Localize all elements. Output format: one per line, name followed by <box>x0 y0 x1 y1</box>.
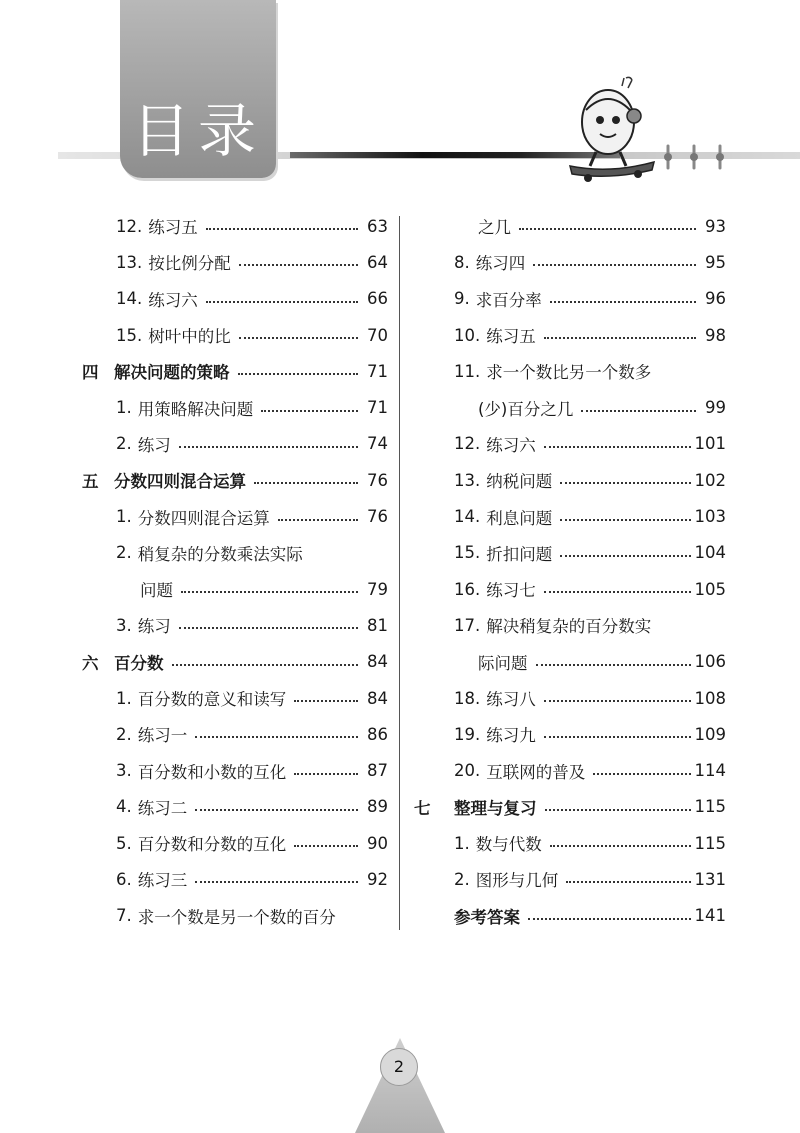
toc-entry-page: 101 <box>694 434 726 454</box>
toc-right-column <box>414 208 726 934</box>
toc-entry <box>82 898 388 934</box>
toc-entry-title: 练习四 <box>475 254 526 274</box>
toc-entry-number: 14. <box>116 289 143 309</box>
toc-entry-number: 6. <box>116 869 132 889</box>
page-number: 2 <box>380 1048 418 1086</box>
toc-dot-leader <box>544 446 691 448</box>
toc-entry <box>414 716 726 752</box>
toc-entry-page: 93 <box>705 216 726 236</box>
toc-entry-page: 71 <box>367 361 388 381</box>
toc-dot-leader <box>544 591 691 593</box>
toc-entry <box>414 462 726 498</box>
toc-entry-page: 98 <box>705 325 726 345</box>
toc-entry-number: 16. <box>454 579 481 599</box>
toc-entry-number: 14. <box>454 507 481 527</box>
toc-entry <box>82 208 388 244</box>
toc-dot-leader <box>519 228 696 230</box>
toc-entry-title: 纳税问题 <box>486 472 553 492</box>
toc-entry-page: 99 <box>705 398 726 418</box>
toc-entry-page: 105 <box>694 579 726 599</box>
toc-entry-title: 数与代数 <box>475 835 542 855</box>
toc-entry <box>82 462 388 498</box>
toc-entry <box>414 389 726 425</box>
toc-entry <box>414 498 726 534</box>
toc-entry-number: 七 <box>414 798 431 818</box>
toc-entry-number: 18. <box>454 688 481 708</box>
toc-entry-page: 84 <box>367 652 388 672</box>
toc-entry-number: 1. <box>116 398 132 418</box>
toc-dot-leader <box>566 881 690 883</box>
toc-entry-page: 115 <box>694 833 726 853</box>
toc-entry-number: 9. <box>454 289 470 309</box>
toc-entry-page: 70 <box>367 325 388 345</box>
toc-entry-number: 13. <box>454 470 481 490</box>
toc-entry-title: 树叶中的比 <box>148 327 231 347</box>
toc-entry-number: 5. <box>116 833 132 853</box>
toc-entry-title: 参考答案 <box>454 907 520 927</box>
skateboard-mascot-icon <box>560 74 660 184</box>
toc-dot-leader <box>172 664 359 666</box>
toc-dot-leader <box>278 519 358 521</box>
toc-entry <box>414 244 726 280</box>
toc-entry-title: 互联网的普及 <box>486 762 586 782</box>
toc-entry <box>82 317 388 353</box>
toc-entry <box>82 752 388 788</box>
toc-dot-leader <box>239 264 358 266</box>
toc-entry-number: 1. <box>116 688 132 708</box>
toc-entry <box>82 426 388 462</box>
toc-entry-page: 84 <box>367 688 388 708</box>
toc-entry-title: 求百分率 <box>475 290 542 310</box>
toc-entry-title: 百分数和分数的互化 <box>137 835 287 855</box>
toc-entry-title: 按比例分配 <box>148 254 231 274</box>
toc-entry <box>414 353 726 389</box>
toc-entry-page: 81 <box>367 615 388 635</box>
toc-entry-number: 3. <box>116 761 132 781</box>
toc-entry <box>82 535 388 571</box>
toc-entry-number: 3. <box>116 615 132 635</box>
toc-entry-title: 解决稍复杂的百分数实 <box>486 617 652 637</box>
toc-entry-page: 87 <box>367 761 388 781</box>
toc-dot-leader <box>533 264 696 266</box>
toc-entry <box>82 498 388 534</box>
decorative-ticks-icon <box>660 142 740 172</box>
toc-entry-page: 64 <box>367 252 388 272</box>
toc-dot-leader <box>261 410 358 412</box>
toc-entry-number: 12. <box>116 216 143 236</box>
toc-entry-page: 96 <box>705 289 726 309</box>
toc-entry-number: 2. <box>454 869 470 889</box>
toc-entry-page: 103 <box>694 507 726 527</box>
toc-entry-page: 109 <box>694 724 726 744</box>
toc-entry-number: 五 <box>82 472 99 492</box>
toc-entry <box>82 716 388 752</box>
toc-entry <box>414 281 726 317</box>
toc-dot-leader <box>179 627 358 629</box>
toc-entry-number: 四 <box>82 363 99 383</box>
toc-entry-page: 71 <box>367 398 388 418</box>
toc-entry-number: 2. <box>116 434 132 454</box>
toc-entry-title: 图形与几何 <box>475 871 559 891</box>
toc-entry-title: 练习七 <box>486 581 536 601</box>
toc-entry <box>82 607 388 643</box>
toc-entry-title: 之几 <box>478 218 511 238</box>
toc-dot-leader <box>206 228 358 230</box>
toc-entry-title: 练习八 <box>486 690 536 709</box>
toc-entry-number: 10. <box>454 325 481 345</box>
toc-entry <box>82 281 388 317</box>
toc-entry <box>82 353 388 389</box>
toc-entry <box>414 535 726 571</box>
toc-entry-page: 104 <box>694 543 726 563</box>
toc-entry-page: 74 <box>367 434 388 454</box>
toc-entry <box>82 789 388 825</box>
toc-entry-title: 分数四则混合运算 <box>114 472 246 492</box>
toc-entry <box>414 607 726 643</box>
toc-entry-title: 求一个数比另一个数多 <box>486 363 652 383</box>
toc-entry <box>414 752 726 788</box>
column-divider <box>399 216 400 930</box>
toc-entry-number: 1. <box>116 507 132 527</box>
toc-entry-title: 整理与复习 <box>454 798 537 818</box>
toc-entry-page: 89 <box>367 797 388 817</box>
toc-entry-page: 106 <box>694 652 726 672</box>
toc-entry-number: 15. <box>454 543 481 563</box>
toc-entry <box>82 244 388 280</box>
toc-entry <box>82 861 388 897</box>
toc-entry-page: 66 <box>367 289 388 309</box>
toc-dot-leader <box>550 301 696 303</box>
toc-entry-title: 练习 <box>137 617 171 637</box>
toc-entry <box>414 317 726 353</box>
toc-entry-page: 115 <box>694 797 726 817</box>
toc-entry-page: 114 <box>694 761 726 781</box>
toc-entry <box>414 426 726 462</box>
page-footer <box>0 1030 800 1133</box>
toc-dot-leader <box>545 809 691 811</box>
toc-entry-number: 11. <box>454 361 481 381</box>
toc-entry-page: 102 <box>694 470 726 490</box>
toc-dot-leader <box>195 809 358 811</box>
toc-entry-number: 2. <box>116 724 132 744</box>
toc-dot-leader <box>544 700 691 702</box>
toc-dot-leader <box>238 373 359 375</box>
toc-entry-title: 练习五 <box>148 218 198 238</box>
toc-dot-leader <box>206 301 358 303</box>
toc-entry-title: 折扣问题 <box>486 544 553 564</box>
toc-entry <box>414 644 726 680</box>
toc-entry-title: 练习 <box>137 435 171 455</box>
toc-entry-title: 分数四则混合运算 <box>137 508 270 528</box>
toc-dot-leader <box>528 918 691 920</box>
toc-entry <box>414 898 726 934</box>
toc-dot-leader <box>560 519 690 521</box>
toc-dot-leader <box>239 337 358 339</box>
toc-entry <box>414 680 726 716</box>
toc-dot-leader <box>195 881 358 883</box>
toc-entry <box>414 789 726 825</box>
toc-entry-number: 12. <box>454 434 481 454</box>
toc-entry-page: 86 <box>367 724 388 744</box>
toc-entry <box>414 861 726 897</box>
toc-dot-leader <box>560 555 690 557</box>
toc-entry-number: 4. <box>116 797 132 817</box>
toc-entry-number: 15. <box>116 325 143 345</box>
toc-entry-page: 92 <box>367 869 388 889</box>
toc-dot-leader <box>581 410 696 412</box>
toc-dot-leader <box>536 664 691 666</box>
toc-entry-number: 7. <box>116 906 132 926</box>
toc-entry-number: 13. <box>116 252 143 272</box>
toc-dot-leader <box>560 482 690 484</box>
toc-entry <box>82 644 388 680</box>
toc-entry-title: 练习九 <box>486 726 536 746</box>
toc-dot-leader <box>195 736 358 738</box>
toc-entry-title: 稍复杂的分数乘法实际 <box>137 544 303 564</box>
toc-entry-number: 六 <box>82 653 99 673</box>
toc-entry-number: 2. <box>116 543 132 563</box>
toc-dot-leader <box>593 773 690 775</box>
toc-entry-page: 95 <box>705 252 726 272</box>
toc-entry-number: 1. <box>454 833 470 853</box>
toc-dot-leader <box>181 591 358 593</box>
toc-dot-leader <box>544 736 691 738</box>
toc-entry-page: 76 <box>367 470 388 490</box>
toc-entry-number: 8. <box>454 252 470 272</box>
toc-entry <box>414 571 726 607</box>
toc-entry-title: 百分数和小数的互化 <box>137 762 287 782</box>
toc-entry-title: 百分数 <box>114 653 164 673</box>
toc-entry-number: 17. <box>454 615 481 635</box>
toc-entry-title: 练习六 <box>148 290 198 310</box>
toc-entry-title: 际问题 <box>478 653 528 673</box>
toc-entry-number: 19. <box>454 724 481 744</box>
toc-entry-page: 141 <box>694 906 726 926</box>
toc-entry-title: (少)百分之几 <box>478 399 574 419</box>
toc-entry-title: 解决问题的策略 <box>114 363 230 383</box>
toc-entry-title: 练习三 <box>137 871 188 891</box>
page-header <box>0 0 800 200</box>
toc-entry-title: 练习五 <box>486 327 536 347</box>
toc-entry-page: 90 <box>367 833 388 853</box>
toc-entry-page: 79 <box>367 579 388 599</box>
toc-left-column <box>82 208 388 934</box>
toc-entry-title: 利息问题 <box>486 508 553 528</box>
toc-dot-leader <box>294 845 358 847</box>
toc-dot-leader <box>544 337 696 339</box>
toc-entry-page: 76 <box>367 507 388 527</box>
page-title: 目录 <box>131 97 264 165</box>
toc-entry-title: 练习二 <box>137 798 188 818</box>
toc-dot-leader <box>294 773 358 775</box>
toc-entry-page: 63 <box>367 216 388 236</box>
toc-entry-title: 练习一 <box>137 726 188 746</box>
toc-entry-title: 问题 <box>140 581 173 601</box>
toc-entry-number: 20. <box>454 761 481 781</box>
toc-entry-title: 练习六 <box>486 435 536 455</box>
toc-entry-page: 108 <box>694 688 726 708</box>
toc-entry-title: 百分数的意义和读写 <box>137 690 287 709</box>
toc-dot-leader <box>179 446 358 448</box>
toc-dot-leader <box>550 845 691 847</box>
toc-entry <box>414 208 726 244</box>
toc-entry <box>82 825 388 861</box>
toc-entry <box>414 825 726 861</box>
toc-dot-leader <box>254 482 358 484</box>
toc-entry <box>82 680 388 716</box>
toc-entry <box>82 571 388 607</box>
toc-entry-title: 求一个数是另一个数的百分 <box>137 907 336 927</box>
toc-entry-page: 131 <box>694 869 726 889</box>
toc-entry <box>82 389 388 425</box>
toc-dot-leader <box>294 700 358 702</box>
toc-entry-title: 用策略解决问题 <box>137 399 254 419</box>
